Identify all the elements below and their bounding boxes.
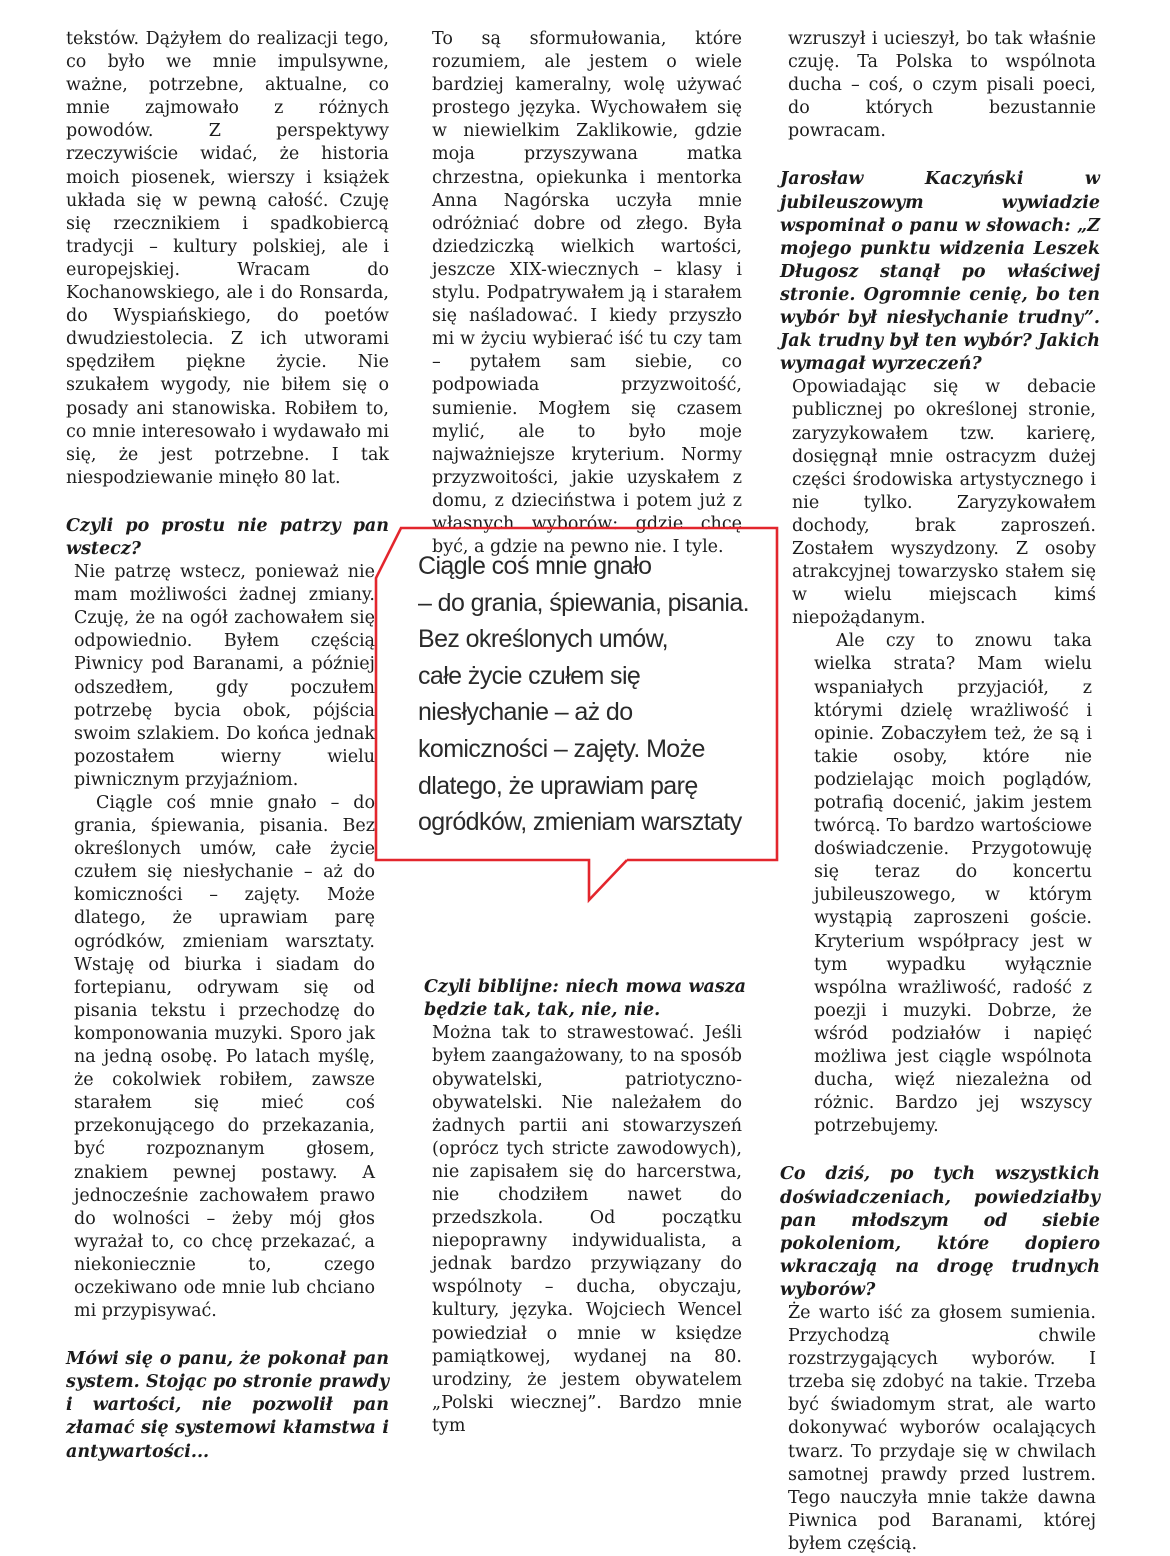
paragraph: Nie patrzę wstecz, ponieważ nie mam możliwości żadnej zmiany. Czuję, że na ogół zachowałem się odpowiednio. Byłem częścią Piwnicy pod Baranami, a później odszedłem, gdy poczułem potrzebę bycia obok, pójścia swoim szlakiem. Do końca jednak pozostałem wierny wielu piwnicznym przyjaźniom. — [74, 562, 375, 790]
pullquote — [418, 548, 768, 841]
pullquote-line: komiczności – zajęty. Może — [418, 734, 705, 763]
pullquote-line: Bez określonych umów, — [418, 625, 669, 654]
paragraph: tekstów. Dążyłem do realizacji tego, co było we mnie impulsywne, ważne, potrzebne, aktualne, co mnie zajmowało z różnych powodów. Z perspektywy rzeczywiście widać, że historia moich piosenek, wierszy i książek układa się w pewną całość. Czuję się rzecznikiem i spadkobiercą tradycji – kultury polskiej, ale i europejskiej. Wracam do Kochanowskiego, ale i do Ronsarda, do Wyspiańskiego, do poetów dwudziestolecia. Z ich utworami spędziłem piękne życie. Nie szukałem wygody, nie biłem się o posady ani stanowiska. Robiłem to, co mnie interesowało i wydawało mi się, że jest potrzebne. I tak niespodziewanie minęło 80 lat. — [66, 29, 389, 488]
answer-block — [780, 1302, 1100, 1556]
answer-block — [424, 1022, 746, 1438]
answer-block — [780, 28, 1100, 143]
answer-block — [424, 28, 746, 559]
paragraph: Ciągle coś mnie gnało – do grania, śpiewania, pisania. Bez określonych umów, całe życie czułem się niesłychanie – aż do komiczności – zajęty. Może dlatego, że uprawiam parę ogródków, zmieniam warsztaty. Wstaję od biurka i siadam do fortepianu, odrywam się od pisania tekstu i przechodzę do komponowania muzyki. Sporo jak na jedną osobę. Po latach myślę, że cokolwiek robiłem, zawsze starałem się mieć coś przekonującego do przekazania, być rozpoznanym głosem, znakiem pewnej postawy. A jednocześnie zachowałem prawo do wolności – żeby mój głos wyrażał to, co chcę przekazać, a niekoniecznie to, czego oczekiwano ode mnie lub chciano mi przypisywać. — [74, 793, 375, 1322]
answer-block — [66, 561, 389, 1323]
paragraph: wzruszył i ucieszył, bo tak właśnie czuję. Ta Polska to wspólnota ducha – coś, o czym pisali poeci, do których bezustannie powracam. — [788, 29, 1096, 142]
pullquote-line: ogródków, zmieniam warsztaty — [418, 808, 742, 837]
paragraph: Że warto iść za głosem sumienia. Przychodzą chwile rozstrzygających wyborów. I trzeba się zdobyć na takie. Trzeba być świadomym strat, ale warto dokonywać wyborów ocalających twarz. To przydaje się w chwilach samotnej prawdy przed lustrem. Tego nauczyła mnie także dawna Piwnica pod Baranami, której byłem częścią. — [788, 1302, 1096, 1554]
paragraph: Można tak to strawestować. Jeśli byłem zaangażowany, to na sposób obywatelski, patriotyczno-obywatelski. Nie należałem do żadnych partii ani stowarzyszeń (oprócz tych stricte zawodowych), nie zapisałem się do harcerstwa, nie chodziłem nawet do przedszkola. Od początku niepoprawny indywidualista, a jednak bardzo przywiązany do wspólnoty – ducha, obyczaju, kultury, języka. Wojciech Wencel powiedział o mnie w księdze pamiątkowej, wydanej na 80. urodziny, że jestem obywatelem „Polski wiecznej”. Bardzo mnie tym — [432, 1023, 742, 1436]
interview-question: Czyli biblijne: niech mowa wasza będzie tak, tak, nie, nie. — [424, 977, 746, 1021]
interview-question: Mówi się o panu, że pokonał pan system. Stojąc po stronie prawdy i wartości, nie pozwolił pan złamać się systemowi kłamstwa i antywartości... — [66, 1349, 389, 1462]
pullquote-line: – do grania, śpiewania, pisania. — [418, 588, 750, 617]
spacer — [66, 1323, 389, 1348]
paragraph: Ale czy to znowu taka wielka strata? Mam wielu wspaniałych przyjaciół, z którymi dzielę wrażliwość i opinie. Zobaczyłem też, że są i takie osoby, które nie podzielając moich poglądów, potrafią docenić, jakim jestem twórcą. To bardzo wartościowe doświadczenie. Przygotowuję się teraz do koncertu jubileuszowego, w którym wystąpią zaproszeni goście. Kryterium współpracy jest w tym wypadku wyłącznie wspólna wrażliwość, radość z poezji i muzyki. Dobrze, że wśród podziałów i napięć możliwa jest ciągle wspólnota ducha, więź niezależna od różnic. Bardzo jej wszyscy potrzebujemy. — [814, 631, 1092, 1137]
pullquote-line: niesłychanie – aż do — [418, 698, 633, 727]
spacer — [780, 1138, 1100, 1163]
answer-block — [780, 376, 1100, 630]
pullquote-line: całe życie czułem się — [418, 661, 641, 690]
column-3 — [780, 28, 1100, 1556]
pullquote-line: dlatego, że uprawiam parę — [418, 771, 698, 800]
paragraph: To są sformułowania, które rozumiem, ale jestem o wiele bardziej kameralny, wolę używać prostego języka. Wychowałem się w niewielkim Zaklikowie, gdzie moja przyszywana matka chrzestna, opiekunka i mentorka Anna Nagórska uczyła mnie odróżniać dobre od złego. Była dziedziczką wielkich wartości, jeszcze XIX-wiecznych – klasy i stylu. Podpatrywałem ją i starałem się naśladować. I kiedy przyszło mi w życiu wybierać iść tu czy tam – pytałem sam siebie, co podpowiada przyzwoitość, sumienie. Mogłem się czasem mylić, ale to było moje najważniejsze kryterium. Normy przyzwoitości, jakie uzyskałem z domu, z dzieciństwa i potem już z własnych wyborów: gdzie chcę być, a gdzie na pewno nie. I tyle. — [432, 29, 742, 558]
paragraph: Opowiadając się w debacie publicznej po określonej stronie, zaryzykowałem tzw. karierę, dosięgnął mnie ostracyzm dużej części środowiska artystycznego i nie tylko. Zaryzykowałem dochody, brak zaproszeń. Zostałem wyszydzony. Z osoby atrakcyjnej towarzysko stałem się w wielu miejscach kimś niepożądanym. — [792, 377, 1096, 629]
pullquote-line: Ciągle coś mnie gnało — [418, 552, 652, 580]
answer-block — [780, 630, 1100, 1138]
spacer — [66, 490, 389, 515]
spacer — [780, 143, 1100, 168]
interview-question: Czyli po prostu nie patrzy pan wstecz? — [66, 515, 389, 559]
column-1 — [66, 28, 389, 1464]
interview-question: Jarosław Kaczyński w jubileuszowym wywiadzie wspominał o panu w słowach: „Z mojego punktu widzenia Leszek Długosz stanął po właściwej stronie. Ogromnie cenię, bo ten wybór był niesłychanie trudny”. Jak trudny był ten wybór? Jakich wymagał wyrzeczeń? — [780, 169, 1100, 375]
interview-question: Co dziś, po tych wszystkich doświadczeniach, powiedziałby pan młodszym od siebie pokoleniom, które dopiero wkraczają na drogę trudnych wyborów? — [780, 1164, 1100, 1300]
